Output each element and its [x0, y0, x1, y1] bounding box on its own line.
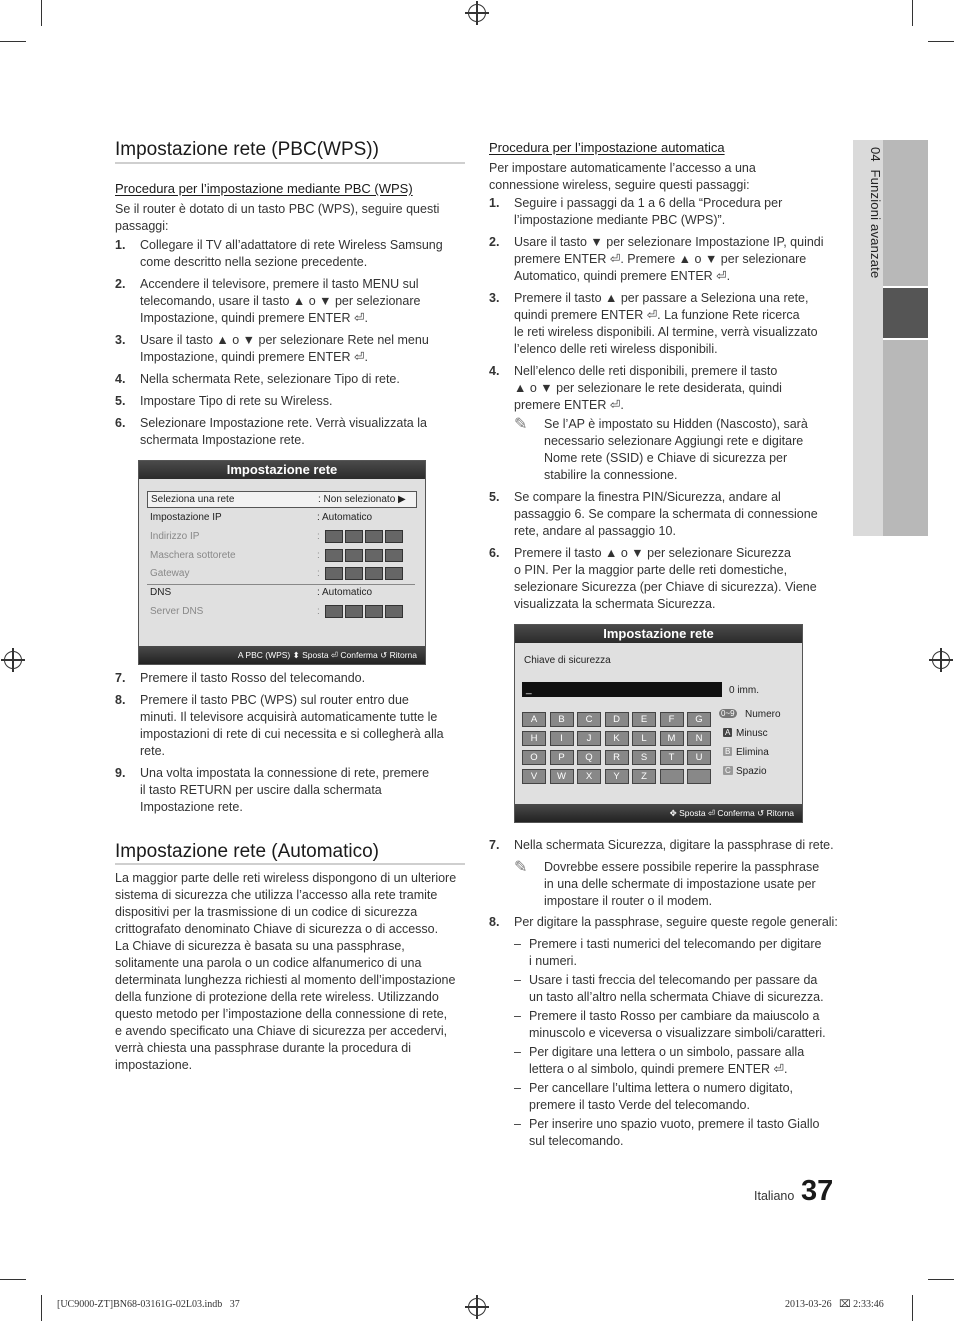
text-line: ▲ o ▼ per selezionare le rete desiderata, quindi	[514, 381, 782, 395]
crop-mark	[41, 1295, 42, 1321]
divider	[883, 286, 928, 288]
intro-text	[489, 160, 834, 194]
step-text	[514, 837, 839, 854]
keyboard-key[interactable]: S	[632, 750, 656, 765]
text-line: Premere i tasti numerici del telecomando per digitare	[529, 937, 822, 951]
keyboard-key[interactable]: U	[687, 750, 711, 765]
list-item	[514, 936, 839, 970]
list-item	[489, 914, 839, 931]
step-text	[140, 765, 465, 816]
steps-list	[115, 670, 465, 821]
registration-mark-icon	[4, 651, 22, 669]
rule-text	[529, 936, 839, 970]
keyboard-key[interactable]: G	[687, 712, 711, 727]
divider	[115, 162, 465, 164]
list-item	[115, 670, 465, 687]
settings-value: : Non selezionato ▶	[318, 494, 406, 505]
note-text	[544, 416, 839, 484]
text-line: Una volta impostata la connessione di rete, premere	[140, 766, 430, 780]
text-line: Per inserire uno spazio vuoto, premere il tasto Giallo	[529, 1117, 820, 1131]
text-line: Impostare Tipo di rete su Wireless.	[140, 394, 333, 408]
step-text	[140, 393, 465, 410]
ip-octet-field	[325, 605, 343, 618]
dash-bullet: –	[514, 1081, 521, 1095]
text-line: Nome rete (SSID) e Chiave di sicurezza per	[544, 451, 788, 465]
section-title-auto: Impostazione rete (Automatico)	[115, 841, 380, 862]
ip-octet-field	[345, 605, 363, 618]
ip-fields	[325, 530, 405, 543]
text-line: impostare il router o il modem.	[544, 894, 713, 908]
settings-label: Indirizzo IP	[150, 531, 200, 542]
settings-row	[147, 585, 415, 600]
text-line: un tasto all’altro nella schermata Chiave di sicurezza.	[529, 990, 824, 1004]
settings-label: Server DNS	[150, 606, 204, 617]
rule-text	[529, 1080, 839, 1114]
settings-row	[147, 548, 415, 563]
text-line: le reti wireless disponibili. Al termine, verrà visualizzato	[514, 325, 818, 339]
text-line: Impostazione, quindi premere ENTER ⏎.	[140, 350, 368, 364]
steps-list	[489, 837, 839, 859]
settings-row	[147, 529, 415, 544]
text-line: l’impostazione mediante PBC (WPS)”.	[514, 213, 726, 227]
panel-title: Impostazione rete	[139, 461, 425, 479]
rule-text	[529, 1044, 839, 1078]
keyboard-key[interactable]: F	[660, 712, 684, 727]
footer-language: Italiano	[754, 1189, 795, 1203]
note	[514, 416, 839, 484]
ip-octet-field	[385, 530, 403, 543]
registration-mark-icon	[468, 1298, 486, 1316]
list-item	[115, 393, 465, 410]
text-line: dispositivi per la trasmissione di un codice di sicurezza	[115, 905, 418, 919]
step-number: 4.	[115, 372, 126, 386]
text-line: Dovrebbe essere possibile reperire la passphrase	[544, 860, 820, 874]
text-line: questo metodo per l’impostazione della connessione di rete,	[115, 1007, 448, 1021]
crop-mark	[928, 41, 954, 42]
text-line: impostazioni di rete di cui necessita e si collegherà alla	[140, 727, 444, 741]
list-item	[489, 837, 839, 854]
crop-mark	[0, 41, 26, 42]
list-item	[489, 545, 839, 613]
list-item	[115, 237, 465, 271]
color-key-badge: B	[725, 747, 731, 756]
note-item	[514, 416, 839, 484]
text-line: Se compare la finestra PIN/Sicurezza, andare al	[514, 490, 781, 504]
settings-row	[147, 510, 415, 525]
list-item	[115, 415, 465, 449]
ip-octet-field	[345, 530, 363, 543]
step-text	[514, 234, 839, 285]
settings-value: :	[317, 531, 320, 542]
step-number: 4.	[489, 364, 500, 378]
print-file-info: [UC9000-ZT]BN68-03161G-02L03.indb 37	[57, 1299, 240, 1310]
steps-list	[489, 195, 839, 419]
text-line: Premere il tasto PBC (WPS) sul router entro due	[140, 693, 409, 707]
keyboard-key[interactable]: A	[522, 712, 546, 727]
panel-footer: ✥ Sposta ⏎ Conferma ↺ Ritorna	[515, 804, 802, 822]
step-text	[140, 371, 465, 388]
security-key-screenshot	[514, 624, 803, 823]
auto-paragraph	[115, 870, 470, 1074]
settings-value: :	[317, 550, 320, 561]
step-number: 3.	[115, 333, 126, 347]
panel-title: Impostazione rete	[515, 625, 802, 643]
text-line: Se l’AP è impostato su Hidden (Nascosto), sarà	[544, 417, 808, 431]
text-line: premere ENTER ⏎.	[514, 398, 624, 412]
section-title-pbc: Impostazione rete (PBC(WPS))	[115, 139, 379, 160]
divider	[115, 863, 465, 865]
steps-list	[489, 914, 839, 936]
page-number: 37	[801, 1175, 834, 1207]
registration-mark-icon	[468, 4, 486, 22]
text-line: il tasto RETURN per uscire dalla schermata	[140, 783, 382, 797]
keyboard-key[interactable]: N	[687, 731, 711, 746]
step-text	[140, 237, 465, 271]
list-item	[514, 1080, 839, 1114]
security-key-label: Chiave di sicurezza	[524, 655, 611, 666]
text-line: connessione wireless, seguire questi passaggi:	[489, 178, 750, 192]
text-line: Usare il tasto ▼ per selezionare Impostazione IP, quindi	[514, 235, 824, 249]
list-item	[115, 276, 465, 327]
settings-row[interactable]	[147, 491, 417, 508]
ip-fields	[325, 549, 405, 562]
dash-bullet: –	[514, 1117, 521, 1131]
note-item	[514, 859, 839, 910]
settings-label: Gateway	[150, 568, 190, 579]
ip-octet-field	[385, 549, 403, 562]
step-text	[140, 332, 465, 366]
ip-octet-field	[385, 605, 403, 618]
divider	[883, 338, 928, 340]
keyboard-key[interactable]: T	[660, 750, 684, 765]
text-line: impostazione.	[115, 1058, 193, 1072]
keyboard-key[interactable]: R	[605, 750, 629, 765]
subsection-title-auto: Procedura per l’impostazione automatica	[489, 140, 725, 155]
step-text	[514, 489, 839, 540]
settings-label: Maschera sottorete	[150, 550, 236, 561]
dash-bullet: –	[514, 1045, 521, 1059]
settings-row	[147, 566, 415, 581]
step-text	[514, 914, 839, 931]
ip-octet-field	[325, 567, 343, 580]
list-item	[115, 332, 465, 366]
keyboard-key[interactable]: P	[550, 750, 574, 765]
color-key-badge: A	[725, 728, 731, 737]
panel-footer: A PBC (WPS) ⬍ Sposta ⏎ Conferma ↺ Ritorna	[139, 646, 425, 664]
text-line: e avendo specificato una Chiave di sicurezza per accedervi,	[115, 1024, 448, 1038]
ip-octet-field	[345, 567, 363, 580]
step-number: 6.	[115, 416, 126, 430]
step-number: 8.	[115, 693, 126, 707]
text-line: Seguire i passaggi da 1 a 6 della “Procedura per	[514, 196, 783, 210]
keyboard-key[interactable]: Y	[605, 769, 629, 784]
text-line: quindi premere ENTER ⏎. La funzione Rete ricerca	[514, 308, 800, 322]
keyboard-key[interactable]: I	[550, 731, 574, 746]
text-line: Collegare il TV all’adattatore di rete Wireless Samsung	[140, 238, 443, 252]
text-line: visualizzata la schermata Sicurezza.	[514, 597, 716, 611]
step-text	[514, 363, 839, 414]
step-number: 2.	[115, 277, 126, 291]
note	[514, 859, 839, 910]
step-number: 2.	[489, 235, 500, 249]
ip-octet-field	[345, 549, 363, 562]
ip-octet-field	[365, 549, 383, 562]
rules-list	[514, 936, 839, 1152]
text-line: passaggio 6. Se compare la schermata di connessione	[514, 507, 818, 521]
dash-bullet: –	[514, 973, 521, 987]
ip-octet-field	[365, 567, 383, 580]
text-line: della funzione di protezione della rete wireless. Utilizzando	[115, 990, 439, 1004]
list-item	[489, 363, 839, 414]
text-line: minuti. Il televisore acquisirà automaticamente tutte le	[140, 710, 438, 724]
ip-octet-field	[365, 530, 383, 543]
text-line: La Chiave di sicurezza è basata su una passphrase,	[115, 939, 405, 953]
keyboard-key[interactable]: L	[632, 731, 656, 746]
text-line: Usare i tasti freccia del telecomando per passare da	[529, 973, 818, 987]
text-line: i numeri.	[529, 954, 577, 968]
pencil-icon: ✎	[514, 859, 528, 876]
step-number: 1.	[115, 238, 126, 252]
keyboard-key[interactable]: Q	[577, 750, 601, 765]
text-line: minuscolo e viceversa o visualizzare simboli/caratteri.	[529, 1026, 826, 1040]
text-line: lettera o al simbolo, quindi premere ENTER ⏎.	[529, 1062, 788, 1076]
security-key-input[interactable]: _	[522, 682, 722, 697]
text-line: come descritto nella sezione precedente.	[140, 255, 368, 269]
color-key-badge: 0~9	[721, 709, 735, 718]
list-item	[489, 489, 839, 540]
settings-label: DNS	[150, 587, 172, 598]
list-item	[115, 692, 465, 760]
text-line: Impostazione rete.	[140, 800, 243, 814]
ip-octet-field	[365, 605, 383, 618]
list-item	[489, 234, 839, 285]
intro-text: Se il router è dotato di un tasto PBC (WPS), seguire questi passaggi:	[115, 202, 440, 233]
text-line: determinata lunghezza richiesti al momento dell’impostazione	[115, 973, 456, 987]
pencil-icon: ✎	[514, 416, 528, 433]
crop-mark	[928, 1279, 954, 1280]
step-number: 7.	[115, 671, 126, 685]
text-line: sul telecomando.	[529, 1134, 624, 1148]
text-line: Nella schermata Rete, selezionare Tipo di rete.	[140, 372, 400, 386]
steps-list	[115, 237, 465, 454]
settings-value: :	[317, 606, 320, 617]
text-line: Nella schermata Sicurezza, digitare la passphrase di rete.	[514, 838, 834, 852]
keyboard-key[interactable]: D	[605, 712, 629, 727]
color-key-badge: C	[725, 766, 731, 775]
list-item	[115, 765, 465, 816]
step-number: 7.	[489, 838, 500, 852]
ip-octet-field	[385, 567, 403, 580]
dash-bullet: –	[514, 1009, 521, 1023]
steps-list	[489, 489, 839, 618]
crop-mark	[912, 0, 913, 26]
step-text	[514, 290, 839, 358]
print-date-info: 2013-03-26 ⌧ 2:33:46	[785, 1299, 884, 1310]
text-line: Per cancellare l’ultima lettera o numero digitato,	[529, 1081, 794, 1095]
text-line: Premere il tasto ▲ per passare a Seleziona una rete,	[514, 291, 809, 305]
settings-row	[147, 604, 415, 619]
subsection-title-pbc: Procedura per l’impostazione mediante PBC (WPS)	[115, 181, 413, 196]
text-line: o PIN. Per la maggior parte delle reti domestiche,	[514, 563, 788, 577]
step-number: 1.	[489, 196, 500, 210]
legend-label: Minusc	[736, 728, 768, 739]
text-line: selezionare Sicurezza (per Chiave di sicurezza). Viene	[514, 580, 817, 594]
settings-label: Seleziona una rete	[151, 494, 235, 505]
step-text	[140, 670, 465, 687]
text-line: Accendere il televisore, premere il tasto MENU sul	[140, 277, 419, 291]
step-text	[140, 415, 465, 449]
ip-octet-field	[325, 549, 343, 562]
text-line: telecomando, usare il tasto ▲ o ▼ per selezionare	[140, 294, 421, 308]
keyboard-key[interactable]: O	[522, 750, 546, 765]
text-line: premere ENTER ⏎. Premere ▲ o ▼ per selezionare	[514, 252, 807, 266]
list-item	[489, 290, 839, 358]
list-item	[489, 195, 839, 229]
keyboard-key[interactable]: C	[577, 712, 601, 727]
keyboard-key[interactable]: M	[660, 731, 684, 746]
keyboard-key[interactable]	[660, 769, 684, 784]
crop-mark	[912, 1295, 913, 1321]
keyboard-key[interactable]: H	[522, 731, 546, 746]
note-text	[544, 859, 839, 910]
keyboard-key[interactable]: X	[577, 769, 601, 784]
ip-octet-field	[325, 530, 343, 543]
text-line: stabilire la connessione.	[544, 468, 678, 482]
rule-text	[529, 972, 839, 1006]
text-line: crittografato denominato Chiave di sicurezza o di accesso.	[115, 922, 439, 936]
text-line: rete, andare al passaggio 10.	[514, 524, 676, 538]
list-item	[514, 1116, 839, 1150]
settings-value: :	[317, 568, 320, 579]
step-number: 5.	[489, 490, 500, 504]
keyboard-key[interactable]: V	[522, 769, 546, 784]
list-item	[514, 972, 839, 1006]
keyboard-key[interactable]: W	[550, 769, 574, 784]
list-item	[514, 1008, 839, 1042]
legend-label: Numero	[745, 709, 781, 720]
text-line: in una delle schermate di impostazione usate per	[544, 877, 816, 891]
keyboard-key[interactable]: B	[550, 712, 574, 727]
step-number: 3.	[489, 291, 500, 305]
step-number: 5.	[115, 394, 126, 408]
keyboard-key[interactable]: E	[632, 712, 656, 727]
text-line: Per digitare una lettera o un simbolo, passare alla	[529, 1045, 805, 1059]
rule-text	[529, 1008, 839, 1042]
step-text	[140, 276, 465, 327]
text-line: Premere il tasto ▲ o ▼ per selezionare Sicurezza	[514, 546, 791, 560]
keyboard-key[interactable]	[687, 769, 711, 784]
settings-value: : Automatico	[317, 512, 373, 523]
dash-bullet: –	[514, 937, 521, 951]
network-settings-screenshot	[138, 460, 426, 665]
step-text	[140, 692, 465, 760]
text-line: solitamente una parola o un codice alfanumerico di una	[115, 956, 422, 970]
settings-value: : Automatico	[317, 587, 373, 598]
chapter-label: 04 Funzioni avanzate	[868, 147, 883, 279]
text-line: necessario selezionare Aggiungi rete e digitare	[544, 434, 804, 448]
settings-label: Impostazione IP	[150, 512, 222, 523]
text-line: Nell’elenco delle reti disponibili, premere il tasto	[514, 364, 778, 378]
character-count: 0 imm.	[729, 685, 759, 696]
text-line: Usare il tasto ▲ o ▼ per selezionare Rete nel menu	[140, 333, 429, 347]
crop-mark	[0, 1279, 26, 1280]
crop-mark	[41, 0, 42, 26]
legend-label: Spazio	[736, 766, 767, 777]
keyboard-key[interactable]: J	[577, 731, 601, 746]
registration-mark-icon	[932, 651, 950, 669]
text-line: La maggior parte delle reti wireless dispongono di un ulteriore	[115, 871, 457, 885]
text-line: l’elenco delle reti wireless disponibili.	[514, 342, 718, 356]
list-item	[115, 371, 465, 388]
ip-fields	[325, 605, 405, 618]
chapter-tab-marker	[883, 288, 928, 338]
text-line: Per digitare la passphrase, seguire queste regole generali:	[514, 915, 838, 929]
text-line: rete.	[140, 744, 166, 758]
text-line: Impostazione, quindi premere ENTER ⏎.	[140, 311, 368, 325]
text-line: Selezionare Impostazione rete. Verrà visualizzata la	[140, 416, 427, 430]
ip-fields	[325, 567, 405, 580]
text-line: schermata Impostazione rete.	[140, 433, 305, 447]
step-number: 8.	[489, 915, 500, 929]
keyboard-key[interactable]: Z	[632, 769, 656, 784]
step-text	[514, 545, 839, 613]
text-line: sistema di sicurezza che utilizza l’accesso alla rete tramite	[115, 888, 438, 902]
text-line: verrà chiesta una passphrase durante la procedura di	[115, 1041, 412, 1055]
step-text	[514, 195, 839, 229]
text-line: premere il tasto Verde del telecomando.	[529, 1098, 750, 1112]
step-number: 9.	[115, 766, 126, 780]
legend-label: Elimina	[736, 747, 769, 758]
text-line: Automatico, quindi premere ENTER ⏎.	[514, 269, 731, 283]
text-line: Premere il tasto Rosso del telecomando.	[140, 671, 366, 685]
keyboard-key[interactable]: K	[605, 731, 629, 746]
step-number: 6.	[489, 546, 500, 560]
text-line: Per impostare automaticamente l’accesso a una	[489, 161, 756, 175]
rule-text	[529, 1116, 839, 1150]
chapter-tab	[853, 140, 928, 536]
text-line: Premere il tasto Rosso per cambiare da maiuscolo a	[529, 1009, 820, 1023]
list-item	[514, 1044, 839, 1078]
